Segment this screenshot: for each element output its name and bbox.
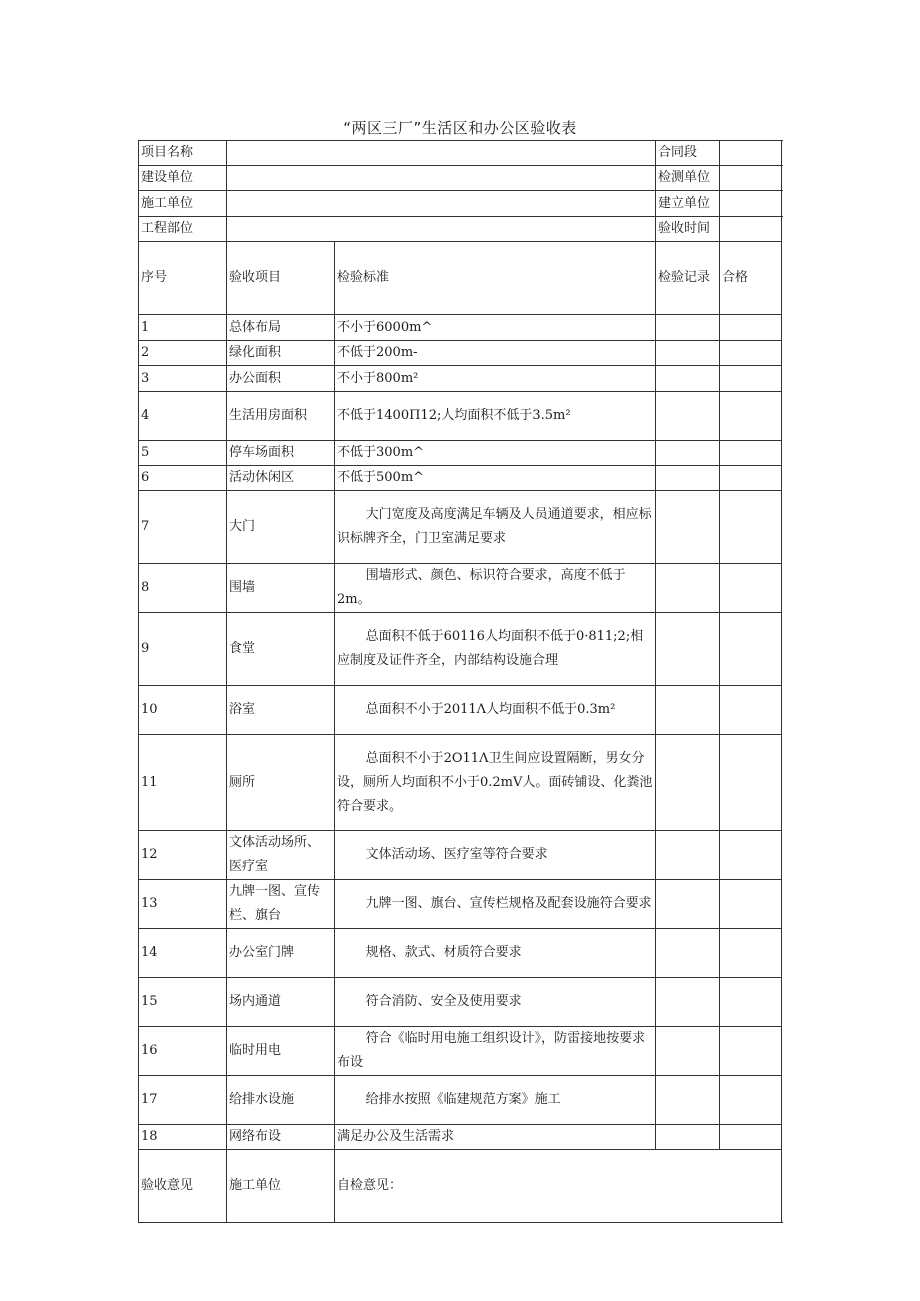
table-row — [139, 1076, 782, 1125]
header-row — [139, 191, 782, 217]
row-pass-cell[interactable] — [720, 392, 782, 441]
row-item: 场内通道 — [227, 978, 335, 1027]
table-row — [139, 341, 782, 366]
row-standard: 规格、款式、材质符合要求 — [335, 929, 656, 978]
table-row — [139, 880, 782, 929]
row-record-cell[interactable] — [656, 831, 720, 880]
row-pass-cell[interactable] — [720, 315, 782, 341]
row-standard: 符合消防、安全及使用要求 — [335, 978, 656, 1027]
row-record-cell[interactable] — [656, 392, 720, 441]
footer-row — [139, 1150, 782, 1223]
label-acceptance-time: 验收时间 — [656, 217, 720, 242]
table-row — [139, 564, 782, 613]
table-row — [139, 441, 782, 466]
row-record-cell[interactable] — [656, 441, 720, 466]
row-pass-cell[interactable] — [720, 1076, 782, 1125]
row-record-cell[interactable] — [656, 366, 720, 392]
rows-body — [139, 315, 782, 1150]
row-record-cell[interactable] — [656, 466, 720, 491]
row-pass-cell[interactable] — [720, 735, 782, 831]
self-check-opinion[interactable]: 自检意见： — [335, 1150, 782, 1223]
column-header-row — [139, 242, 782, 315]
row-no: 2 — [139, 341, 227, 366]
row-item: 食堂 — [227, 613, 335, 686]
row-item: 厕所 — [227, 735, 335, 831]
row-item: 给排水设施 — [227, 1076, 335, 1125]
row-item: 浴室 — [227, 686, 335, 735]
acceptance-table — [138, 140, 782, 1223]
label-project-name: 项目名称 — [139, 141, 227, 166]
row-item: 网络布设 — [227, 1125, 335, 1150]
row-standard: 符合《临时用电施工组织设计》，防雷接地按要求布设 — [335, 1027, 656, 1076]
row-record-cell[interactable] — [656, 315, 720, 341]
table-row — [139, 1125, 782, 1150]
row-item: 九牌一图、宣传栏、旗台 — [227, 880, 335, 929]
table-row — [139, 929, 782, 978]
page-title: “两区三厂”生活区和办公区验收表 — [343, 119, 577, 137]
label-contract-section: 合同段 — [656, 141, 720, 166]
row-record-cell[interactable] — [656, 564, 720, 613]
row-pass-cell[interactable] — [720, 466, 782, 491]
row-no: 15 — [139, 978, 227, 1027]
row-record-cell[interactable] — [656, 613, 720, 686]
row-standard: 不低于200m- — [335, 341, 656, 366]
row-pass-cell[interactable] — [720, 978, 782, 1027]
row-pass-cell[interactable] — [720, 366, 782, 392]
col-item: 验收项目 — [227, 242, 335, 315]
row-no: 11 — [139, 735, 227, 831]
col-no: 序号 — [139, 242, 227, 315]
row-standard: 九牌一图、旗台、宣传栏规格及配套设施符合要求 — [335, 880, 656, 929]
table-row — [139, 613, 782, 686]
label-builder-unit: 施工单位 — [139, 191, 227, 217]
row-standard: 不低于1400Π12;人均面积不低于3.5m² — [335, 392, 656, 441]
table-row — [139, 1027, 782, 1076]
row-no: 16 — [139, 1027, 227, 1076]
row-no: 14 — [139, 929, 227, 978]
acceptance-opinion-label: 验收意见 — [139, 1150, 227, 1223]
row-pass-cell[interactable] — [720, 1125, 782, 1150]
row-no: 10 — [139, 686, 227, 735]
row-pass-cell[interactable] — [720, 880, 782, 929]
contract-section-field[interactable] — [720, 141, 782, 166]
row-standard: 不小于800m² — [335, 366, 656, 392]
row-pass-cell[interactable] — [720, 1027, 782, 1076]
row-no: 1 — [139, 315, 227, 341]
row-item: 临时用电 — [227, 1027, 335, 1076]
row-standard: 文体活动场、医疗室等符合要求 — [335, 831, 656, 880]
row-pass-cell[interactable] — [720, 491, 782, 564]
row-pass-cell[interactable] — [720, 341, 782, 366]
builder-unit-field[interactable] — [227, 191, 656, 217]
row-no: 3 — [139, 366, 227, 392]
row-item: 大门 — [227, 491, 335, 564]
row-pass-cell[interactable] — [720, 831, 782, 880]
header-row — [139, 141, 782, 166]
row-item: 停车场面积 — [227, 441, 335, 466]
row-no: 5 — [139, 441, 227, 466]
row-standard: 满足办公及生活需求 — [335, 1125, 656, 1150]
row-standard: 不低于300m^ — [335, 441, 656, 466]
row-item: 文体活动场所、医疗室 — [227, 831, 335, 880]
row-item: 生活用房面积 — [227, 392, 335, 441]
row-standard: 围墙形式、颜色、标识符合要求，高度不低于2m。 — [335, 564, 656, 613]
row-no: 4 — [139, 392, 227, 441]
builder-unit-label: 施工单位 — [227, 1150, 335, 1223]
row-record-cell[interactable] — [656, 880, 720, 929]
table-row — [139, 735, 782, 831]
acceptance-time-field[interactable] — [720, 217, 782, 242]
row-no: 18 — [139, 1125, 227, 1150]
row-record-cell[interactable] — [656, 978, 720, 1027]
row-record-cell[interactable] — [656, 1125, 720, 1150]
row-record-cell[interactable] — [656, 1076, 720, 1125]
row-no: 13 — [139, 880, 227, 929]
testing-unit-field[interactable] — [720, 166, 782, 191]
row-record-cell[interactable] — [656, 1027, 720, 1076]
row-pass-cell[interactable] — [720, 929, 782, 978]
row-pass-cell[interactable] — [720, 441, 782, 466]
table-row — [139, 466, 782, 491]
row-item: 总体布局 — [227, 315, 335, 341]
row-standard: 总面积不低于60116人均面积不低于0·811;2;相应制度及证件齐全，内部结构设施合理 — [335, 613, 656, 686]
row-item: 围墙 — [227, 564, 335, 613]
row-pass-cell[interactable] — [720, 686, 782, 735]
row-record-cell[interactable] — [656, 735, 720, 831]
row-item: 绿化面积 — [227, 341, 335, 366]
project-dept-field[interactable] — [227, 217, 656, 242]
row-item: 办公面积 — [227, 366, 335, 392]
row-standard: 总面积不小于2O11Λ卫生间应设置隔断，男女分设，厕所人均面积不小于0.2mV人。面砖铺设、化粪池符合要求。 — [335, 735, 656, 831]
row-record-cell[interactable] — [656, 491, 720, 564]
row-item: 办公室门牌 — [227, 929, 335, 978]
row-record-cell[interactable] — [656, 341, 720, 366]
table-row — [139, 491, 782, 564]
row-item: 活动休闲区 — [227, 466, 335, 491]
supervisor-unit-field[interactable] — [720, 191, 782, 217]
table-row — [139, 392, 782, 441]
row-standard: 总面积不小于2011Λ人均面积不低于0.3m² — [335, 686, 656, 735]
row-record-cell[interactable] — [656, 929, 720, 978]
table-row — [139, 366, 782, 392]
col-standard: 检验标准 — [335, 242, 656, 315]
row-no: 6 — [139, 466, 227, 491]
row-record-cell[interactable] — [656, 686, 720, 735]
header-row — [139, 217, 782, 242]
table-row — [139, 978, 782, 1027]
row-no: 9 — [139, 613, 227, 686]
row-standard: 大门宽度及高度满足车辆及人员通道要求，相应标识标牌齐全，门卫室满足要求 — [335, 491, 656, 564]
row-standard: 给排水按照《临建规范方案》施工 — [335, 1076, 656, 1125]
label-construction-unit: 建设单位 — [139, 166, 227, 191]
header-row — [139, 166, 782, 191]
row-pass-cell[interactable] — [720, 564, 782, 613]
construction-unit-field[interactable] — [227, 166, 656, 191]
col-record: 检验记录 — [656, 242, 720, 315]
row-no: 17 — [139, 1076, 227, 1125]
label-testing-unit: 检测单位 — [656, 166, 720, 191]
project-name-field[interactable] — [227, 141, 656, 166]
row-standard: 不小于6000m^ — [335, 315, 656, 341]
label-supervisor-unit: 建立单位 — [656, 191, 720, 217]
table-row — [139, 686, 782, 735]
row-pass-cell[interactable] — [720, 613, 782, 686]
table-row — [139, 831, 782, 880]
row-standard: 不低于500m^ — [335, 466, 656, 491]
row-no: 8 — [139, 564, 227, 613]
row-no: 12 — [139, 831, 227, 880]
table-row — [139, 315, 782, 341]
col-pass: 合格 — [720, 242, 782, 315]
row-no: 7 — [139, 491, 227, 564]
label-project-dept: 工程部位 — [139, 217, 227, 242]
